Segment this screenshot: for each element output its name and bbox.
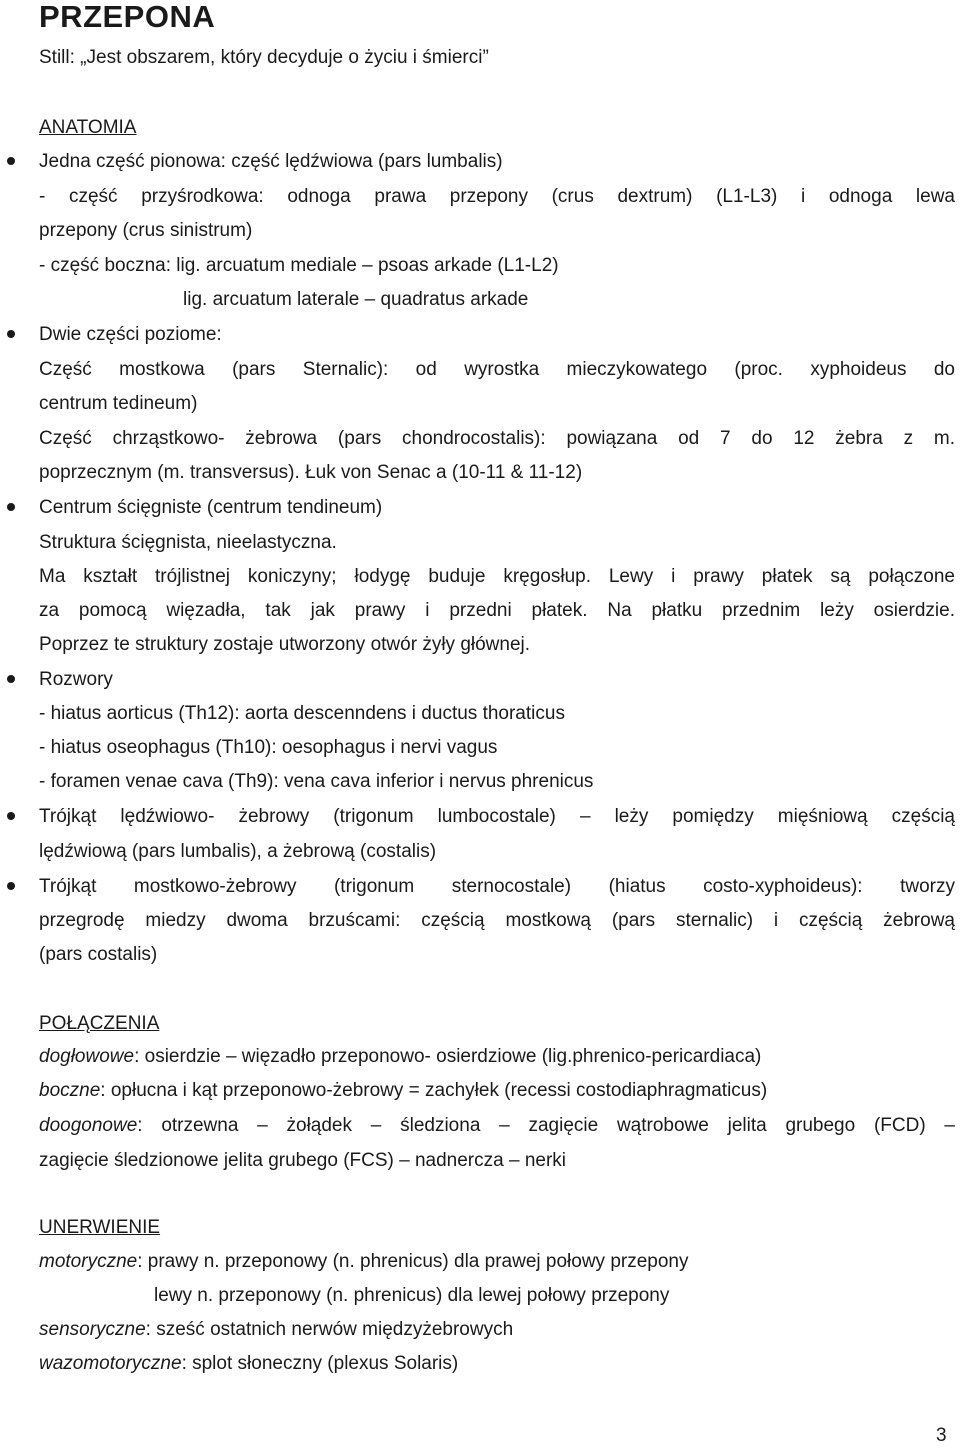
text-line: - hiatus aorticus (Th12): aorta descenndens i ductus thoraticus [39,703,565,724]
term-label: motoryczne [39,1251,138,1272]
bullet-icon [7,812,15,820]
text-line: Trójkąt mostkowo-żebrowy (trigonum sternocostale) (hiatus costo-xyphoideus): tworzy [39,876,955,897]
section-heading-polaczenia: POŁĄCZENIA [39,1013,160,1034]
section-heading-anatomia: ANATOMIA [39,117,137,138]
text-line: Struktura ścięgnista, nieelastyczna. [39,532,337,553]
term-label: sensoryczne [39,1319,146,1340]
term-text: zagięcie śledzionowe jelita grubego (FCS) – nadnercza – nerki [39,1150,567,1171]
term-text: lewy n. przeponowy (n. phrenicus) dla lewej połowy przepony [154,1285,670,1306]
text-line: poprzecznym (m. transversus). Łuk von Senac a (10-11 & 11-12) [39,462,583,483]
page-number: 3 [936,1425,947,1446]
text-line: Dwie części poziome: [39,324,222,345]
term-text: : splot słoneczny (plexus Solaris) [181,1353,459,1374]
innervation-line [154,1284,960,1308]
bullet-icon [7,675,15,683]
term-label: dogłowowe [39,1046,135,1067]
page-title: PRZEPONA [39,0,216,34]
term-text: : opłucna i kąt przeponowo-żebrowy = zachyłek (recessi costodiaphragmaticus) [100,1080,768,1101]
text-line: - część boczna: lig. arcuatum mediale – psoas arkade (L1-L2) [39,255,559,276]
text-line: - foramen venae cava (Th9): vena cava inferior i nervus phrenicus [39,771,594,792]
term-text: : sześć ostatnich nerwów międzyżebrowych [145,1319,514,1340]
text-line: lig. arcuatum laterale – quadratus arkade [183,289,529,310]
text-line: Poprzez te struktury zostaje utworzony otwór żyły głównej. [39,634,531,655]
bullet-icon [7,503,15,511]
term-text: : prawy n. przeponowy (n. phrenicus) dla prawej połowy przepony [137,1251,689,1272]
text-line: (pars costalis) [39,944,158,965]
text-line: lędźwiową (pars lumbalis), a żebrową (costalis) [39,841,437,862]
text-line: Jedna część pionowa: część lędźwiowa (pars lumbalis) [39,151,503,172]
text-line: Część chrząstkowo- żebrowa (pars chondrocostalis): powiązana od 7 do 12 żebra z m. [39,428,955,449]
term-label: doogonowe [39,1115,138,1136]
term-label: boczne [39,1080,101,1101]
term-label: wazomotoryczne [39,1353,182,1374]
text-line: za pomocą więzadła, tak jak prawy i przedni płatek. Na płatku przednim leży osierdzie. [39,600,955,621]
text-line: Trójkąt lędźwiowo- żebrowy (trigonum lumbocostale) – leży pomiędzy mięśniową częścią [39,806,955,827]
connection-line [39,1149,955,1173]
text-line: Rozwory [39,669,113,690]
innervation-line [39,1352,955,1376]
bullet-icon [7,330,15,338]
bullet-icon [7,882,15,890]
text-line: - część przyśrodkowa: odnoga prawa przepony (crus dextrum) (L1-L3) i odnoga lewa [39,186,955,207]
section-heading-unerwienie: UNERWIENIE [39,1217,161,1238]
connection-line [39,1045,955,1069]
bullet-icon [7,157,15,165]
innervation-line [39,1318,955,1342]
term-text: : osierdzie – więzadło przeponowo- osierdziowe (lig.phrenico-pericardiaca) [134,1046,762,1067]
text-line: Ma kształt trójlistnej koniczyny; łodygę buduje kręgosłup. Lewy i prawy płatek są połączone [39,566,955,587]
text-line: przegrodę miedzy dwoma brzuścami: częścią mostkową (pars sternalic) i częścią żebrową [39,910,955,931]
text-line: centrum tedineum) [39,393,198,414]
term-text: : otrzewna – żołądek – śledziona – zagięcie wątrobowe jelita grubego (FCD) – [137,1115,955,1136]
text-line: przepony (crus sinistrum) [39,220,253,241]
connection-line [39,1114,955,1138]
connection-line [39,1079,955,1103]
text-line: Centrum ścięgniste (centrum tendineum) [39,497,383,518]
subtitle-quote: Still: „Jest obszarem, który decyduje o życiu i śmierci” [39,47,489,68]
text-line: Część mostkowa (pars Sternalic): od wyrostka mieczykowatego (proc. xyphoideus do [39,359,955,380]
text-line: - hiatus oseophagus (Th10): oesophagus i nervi vagus [39,737,498,758]
innervation-line [39,1250,955,1274]
